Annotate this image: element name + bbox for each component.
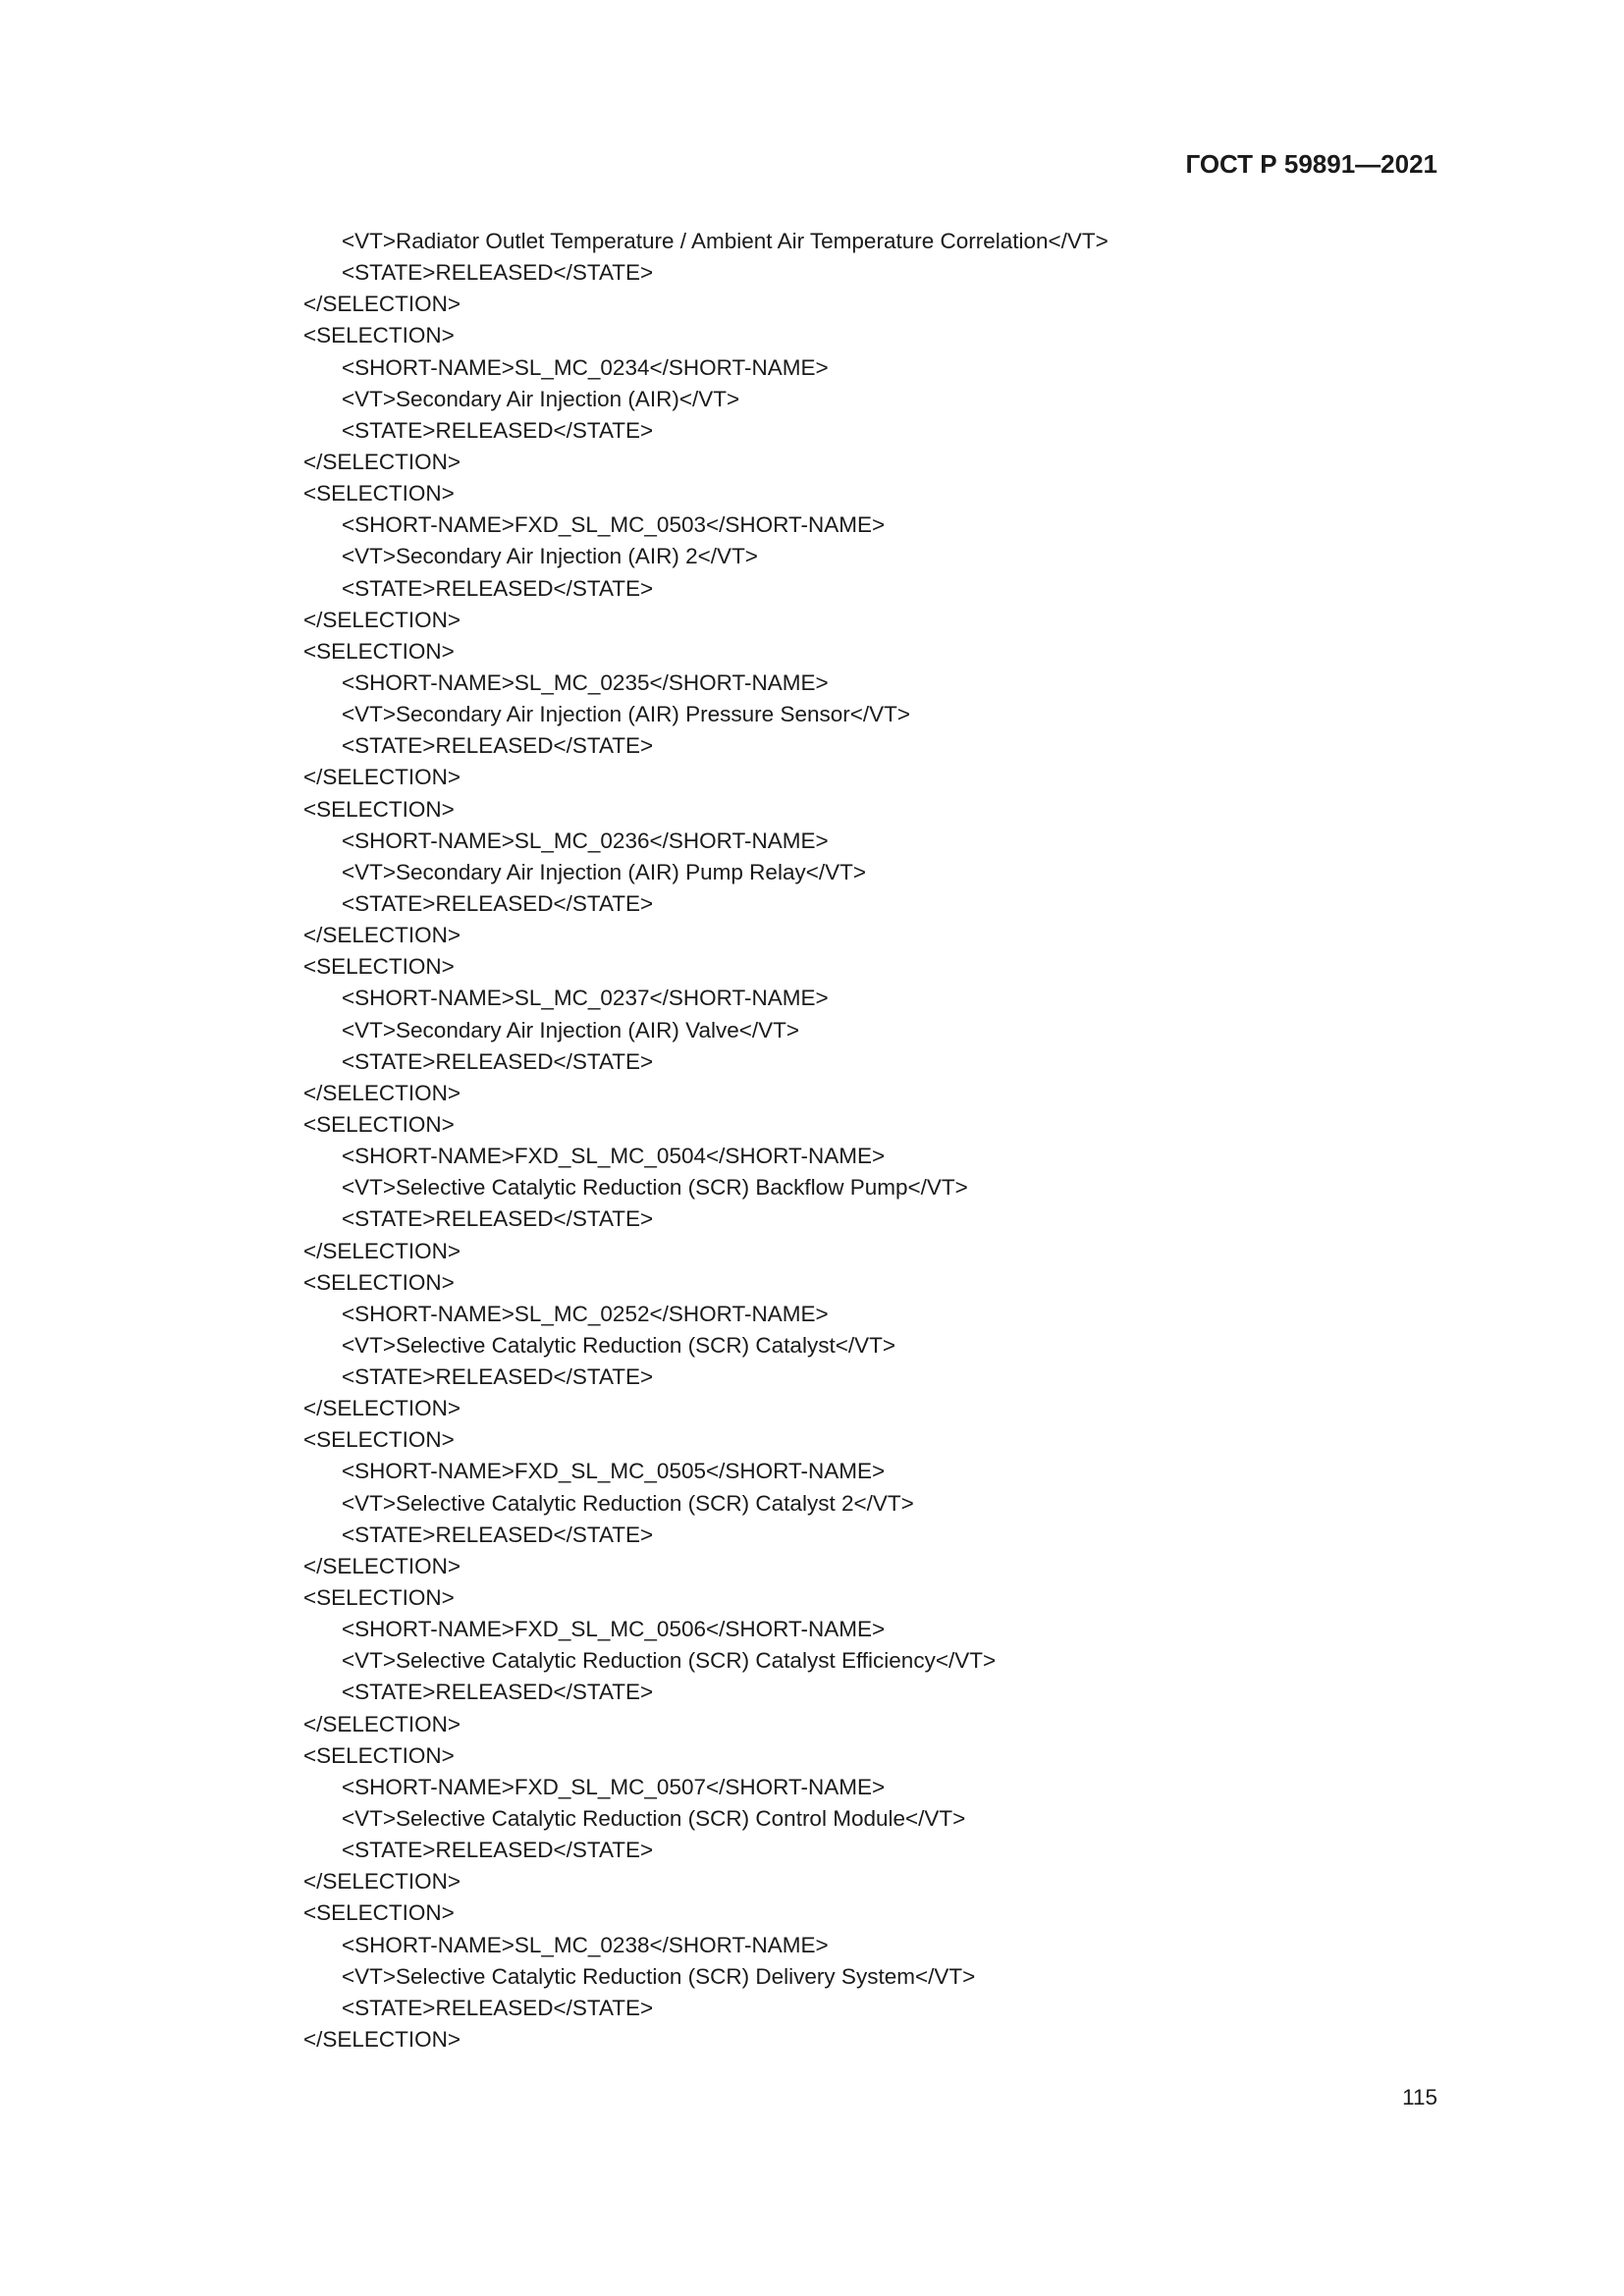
xml-line: <VT>Selective Catalytic Reduction (SCR) Catalyst</VT>: [342, 1332, 895, 1358]
xml-line: <SELECTION>: [303, 481, 455, 507]
xml-line: <VT>Secondary Air Injection (AIR) Valve</VT>: [342, 1017, 800, 1042]
xml-line: <STATE>RELEASED</STATE>: [342, 1838, 654, 1863]
xml-line: <VT>Selective Catalytic Reduction (SCR) Backflow Pump</VT>: [342, 1175, 968, 1201]
xml-line: </SELECTION>: [303, 923, 461, 948]
xml-line: <VT>Secondary Air Injection (AIR)</VT>: [342, 386, 740, 411]
xml-line: <STATE>RELEASED</STATE>: [342, 260, 654, 286]
xml-line: </SELECTION>: [303, 1553, 461, 1578]
xml-listing: [303, 226, 1109, 2056]
xml-line: <VT>Selective Catalytic Reduction (SCR) Delivery System</VT>: [342, 1963, 976, 1989]
xml-line: <VT>Selective Catalytic Reduction (SCR) Control Module</VT>: [342, 1806, 966, 1832]
xml-line: <SELECTION>: [303, 1742, 455, 1768]
xml-line: <VT>Radiator Outlet Temperature / Ambient Air Temperature Correlation</VT>: [342, 229, 1109, 253]
xml-line: <STATE>RELEASED</STATE>: [342, 417, 654, 443]
document-header-standard-id: ГОСТ Р 59891—2021: [1185, 149, 1437, 179]
xml-line: <VT>Secondary Air Injection (AIR) 2</VT>: [342, 544, 758, 569]
xml-line: <SHORT-NAME>FXD_SL_MC_0506</SHORT-NAME>: [342, 1617, 886, 1642]
xml-line: </SELECTION>: [303, 1238, 461, 1263]
xml-line: <SHORT-NAME>FXD_SL_MC_0507</SHORT-NAME>: [342, 1774, 886, 1799]
xml-line: <SHORT-NAME>SL_MC_0235</SHORT-NAME>: [342, 669, 829, 695]
xml-line: <STATE>RELEASED</STATE>: [342, 1995, 654, 2020]
xml-line: <STATE>RELEASED</STATE>: [342, 1206, 654, 1232]
xml-line: <VT>Secondary Air Injection (AIR) Pump Relay</VT>: [342, 859, 866, 884]
xml-line: </SELECTION>: [303, 1396, 461, 1421]
xml-line: <SELECTION>: [303, 1900, 455, 1926]
xml-line: <SELECTION>: [303, 1585, 455, 1611]
xml-line: <SELECTION>: [303, 796, 455, 822]
xml-line: <SELECTION>: [303, 1427, 455, 1453]
xml-line: <SHORT-NAME>SL_MC_0236</SHORT-NAME>: [342, 828, 829, 853]
xml-line: <STATE>RELEASED</STATE>: [342, 575, 654, 601]
xml-line: </SELECTION>: [303, 1080, 461, 1105]
xml-line: <SHORT-NAME>FXD_SL_MC_0505</SHORT-NAME>: [342, 1459, 886, 1484]
xml-line: <SELECTION>: [303, 323, 455, 348]
xml-line: <SELECTION>: [303, 638, 455, 664]
xml-line: </SELECTION>: [303, 449, 461, 474]
xml-line: </SELECTION>: [303, 1711, 461, 1736]
xml-line: <STATE>RELEASED</STATE>: [342, 1522, 654, 1547]
page-number: 115: [1402, 2085, 1437, 2109]
xml-line: <SELECTION>: [303, 954, 455, 980]
xml-line: </SELECTION>: [303, 292, 461, 317]
xml-line: <STATE>RELEASED</STATE>: [342, 1048, 654, 1074]
xml-line: </SELECTION>: [303, 1869, 461, 1895]
xml-line: <SHORT-NAME>SL_MC_0238</SHORT-NAME>: [342, 1932, 829, 1957]
xml-line: <STATE>RELEASED</STATE>: [342, 1364, 654, 1390]
xml-line: <VT>Selective Catalytic Reduction (SCR) Catalyst Efficiency</VT>: [342, 1648, 997, 1674]
xml-line: </SELECTION>: [303, 607, 461, 632]
xml-line: <SELECTION>: [303, 1269, 455, 1295]
xml-line: <SELECTION>: [303, 1111, 455, 1137]
xml-line: <SHORT-NAME>FXD_SL_MC_0503</SHORT-NAME>: [342, 512, 886, 538]
xml-line: <SHORT-NAME>SL_MC_0237</SHORT-NAME>: [342, 986, 829, 1011]
xml-line: </SELECTION>: [303, 765, 461, 790]
xml-line: <SHORT-NAME>SL_MC_0252</SHORT-NAME>: [342, 1301, 829, 1326]
xml-line: <SHORT-NAME>FXD_SL_MC_0504</SHORT-NAME>: [342, 1144, 886, 1169]
xml-line: <SHORT-NAME>SL_MC_0234</SHORT-NAME>: [342, 354, 829, 380]
xml-line: <STATE>RELEASED</STATE>: [342, 1680, 654, 1705]
xml-line: <STATE>RELEASED</STATE>: [342, 733, 654, 759]
xml-line: <STATE>RELEASED</STATE>: [342, 890, 654, 916]
xml-line: <VT>Selective Catalytic Reduction (SCR) Catalyst 2</VT>: [342, 1490, 914, 1516]
xml-line: <VT>Secondary Air Injection (AIR) Pressure Sensor</VT>: [342, 702, 911, 727]
xml-line: </SELECTION>: [303, 2027, 461, 2053]
